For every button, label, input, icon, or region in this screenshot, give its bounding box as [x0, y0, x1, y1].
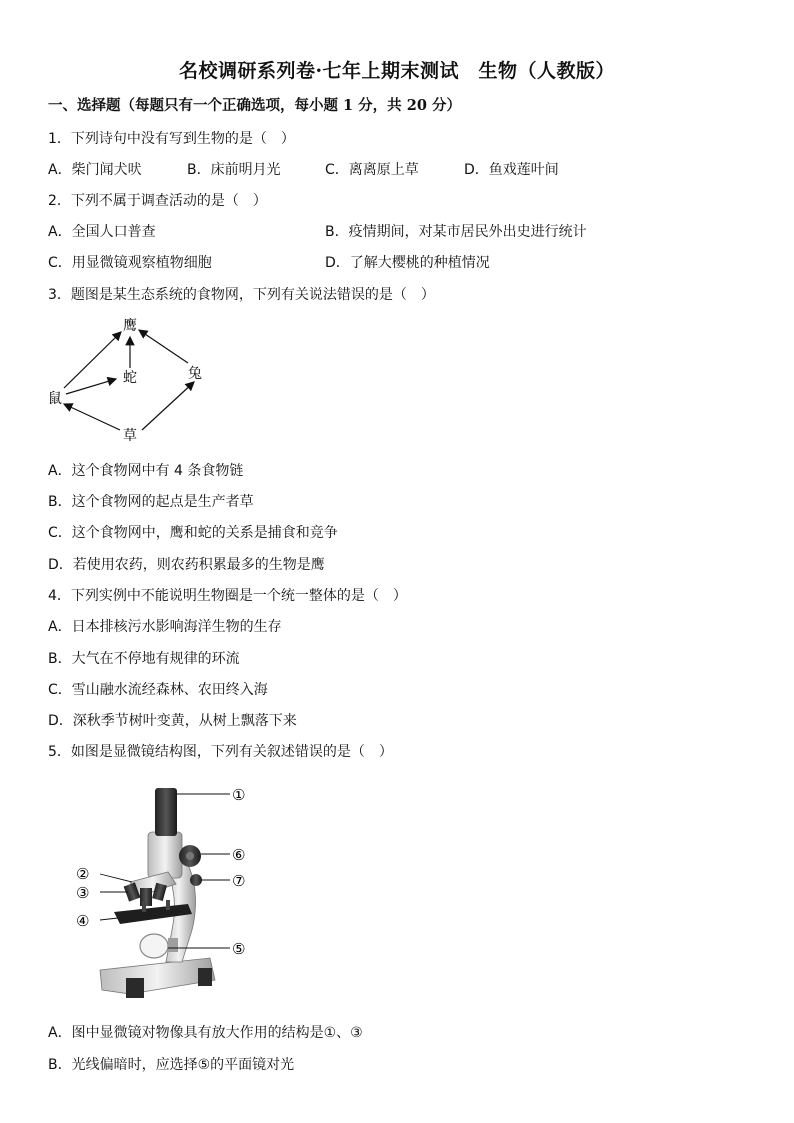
question-2-stem: 2．下列不属于调查活动的是（ ） [48, 193, 267, 209]
node-hawk: 鹰 [123, 318, 137, 334]
page-title: 名校调研系列卷·七年上期末测试 生物（人教版） [178, 60, 616, 82]
eyepiece [155, 788, 177, 836]
question-4-option-b[interactable]: B．大气在不停地有规律的环流 [48, 651, 240, 667]
question-3-option-a[interactable]: A．这个食物网中有 4 条食物链 [48, 463, 244, 479]
microscope-diagram [70, 780, 260, 1005]
label-6: ⑥ [232, 846, 246, 864]
node-mouse: 鼠 [48, 391, 62, 407]
microscope-base [100, 958, 215, 994]
question-2-option-d[interactable]: D．了解大樱桃的种植情况 [325, 255, 490, 271]
question-2-option-a[interactable]: A．全国人口普查 [48, 224, 156, 240]
section-heading: 一、选择题（每题只有一个正确选项，每小题 1 分，共 20 分） [48, 97, 461, 114]
node-grass: 草 [123, 428, 137, 444]
question-4-option-c[interactable]: C．雪山融水流经森林、农田终入海 [48, 682, 268, 698]
question-3-option-c[interactable]: C．这个食物网中，鹰和蛇的关系是捕食和竞争 [48, 525, 338, 541]
question-3-option-b[interactable]: B．这个食物网的起点是生产者草 [48, 494, 254, 510]
arrow-grass-to-mouse [64, 404, 120, 430]
arrow-rabbit-to-hawk [139, 330, 188, 363]
fine-focus-knob [190, 874, 202, 886]
label-2: ② [76, 865, 90, 883]
label-3: ③ [76, 884, 90, 902]
label-5: ⑤ [232, 940, 246, 958]
label-7: ⑦ [232, 872, 246, 890]
node-snake: 蛇 [123, 370, 137, 386]
question-3-stem: 3．题图是某生态系统的食物网，下列有关说法错误的是（ ） [48, 287, 435, 303]
question-1-option-d[interactable]: D．鱼戏莲叶间 [464, 162, 559, 178]
mirror [140, 934, 168, 958]
food-web-diagram [44, 312, 224, 448]
arrow-mouse-to-snake [66, 379, 116, 394]
question-5-stem: 5．如图是显微镜结构图，下列有关叙述错误的是（ ） [48, 744, 393, 760]
question-1-option-a[interactable]: A．柴门闻犬吠 [48, 162, 142, 178]
arrow-grass-to-rabbit [142, 382, 194, 430]
question-2-option-c[interactable]: C．用显微镜观察植物细胞 [48, 255, 212, 271]
question-1-option-c[interactable]: C．离离原上草 [325, 162, 419, 178]
question-2-option-b[interactable]: B．疫情期间，对某市居民外出史进行统计 [325, 224, 587, 240]
question-1-option-b[interactable]: B．床前明月光 [187, 162, 281, 178]
question-4-option-a[interactable]: A．日本排核污水影响海洋生物的生存 [48, 619, 282, 635]
label-4: ④ [76, 912, 90, 930]
question-5-option-a[interactable]: A．图中显微镜对物像具有放大作用的结构是①、③ [48, 1025, 363, 1041]
question-4-stem: 4．下列实例中不能说明生物圈是一个统一整体的是（ ） [48, 588, 407, 604]
microscope-body [148, 832, 182, 878]
question-1-stem: 1．下列诗句中没有写到生物的是（ ） [48, 131, 295, 147]
question-4-option-d[interactable]: D．深秋季节树叶变黄，从树上飘落下来 [48, 713, 297, 729]
node-rabbit: 兔 [188, 366, 202, 382]
question-5-option-b[interactable]: B．光线偏暗时，应选择⑤的平面镜对光 [48, 1057, 295, 1073]
question-3-option-d[interactable]: D．若使用农药，则农药积累最多的生物是鹰 [48, 557, 325, 573]
label-1: ① [232, 786, 246, 804]
